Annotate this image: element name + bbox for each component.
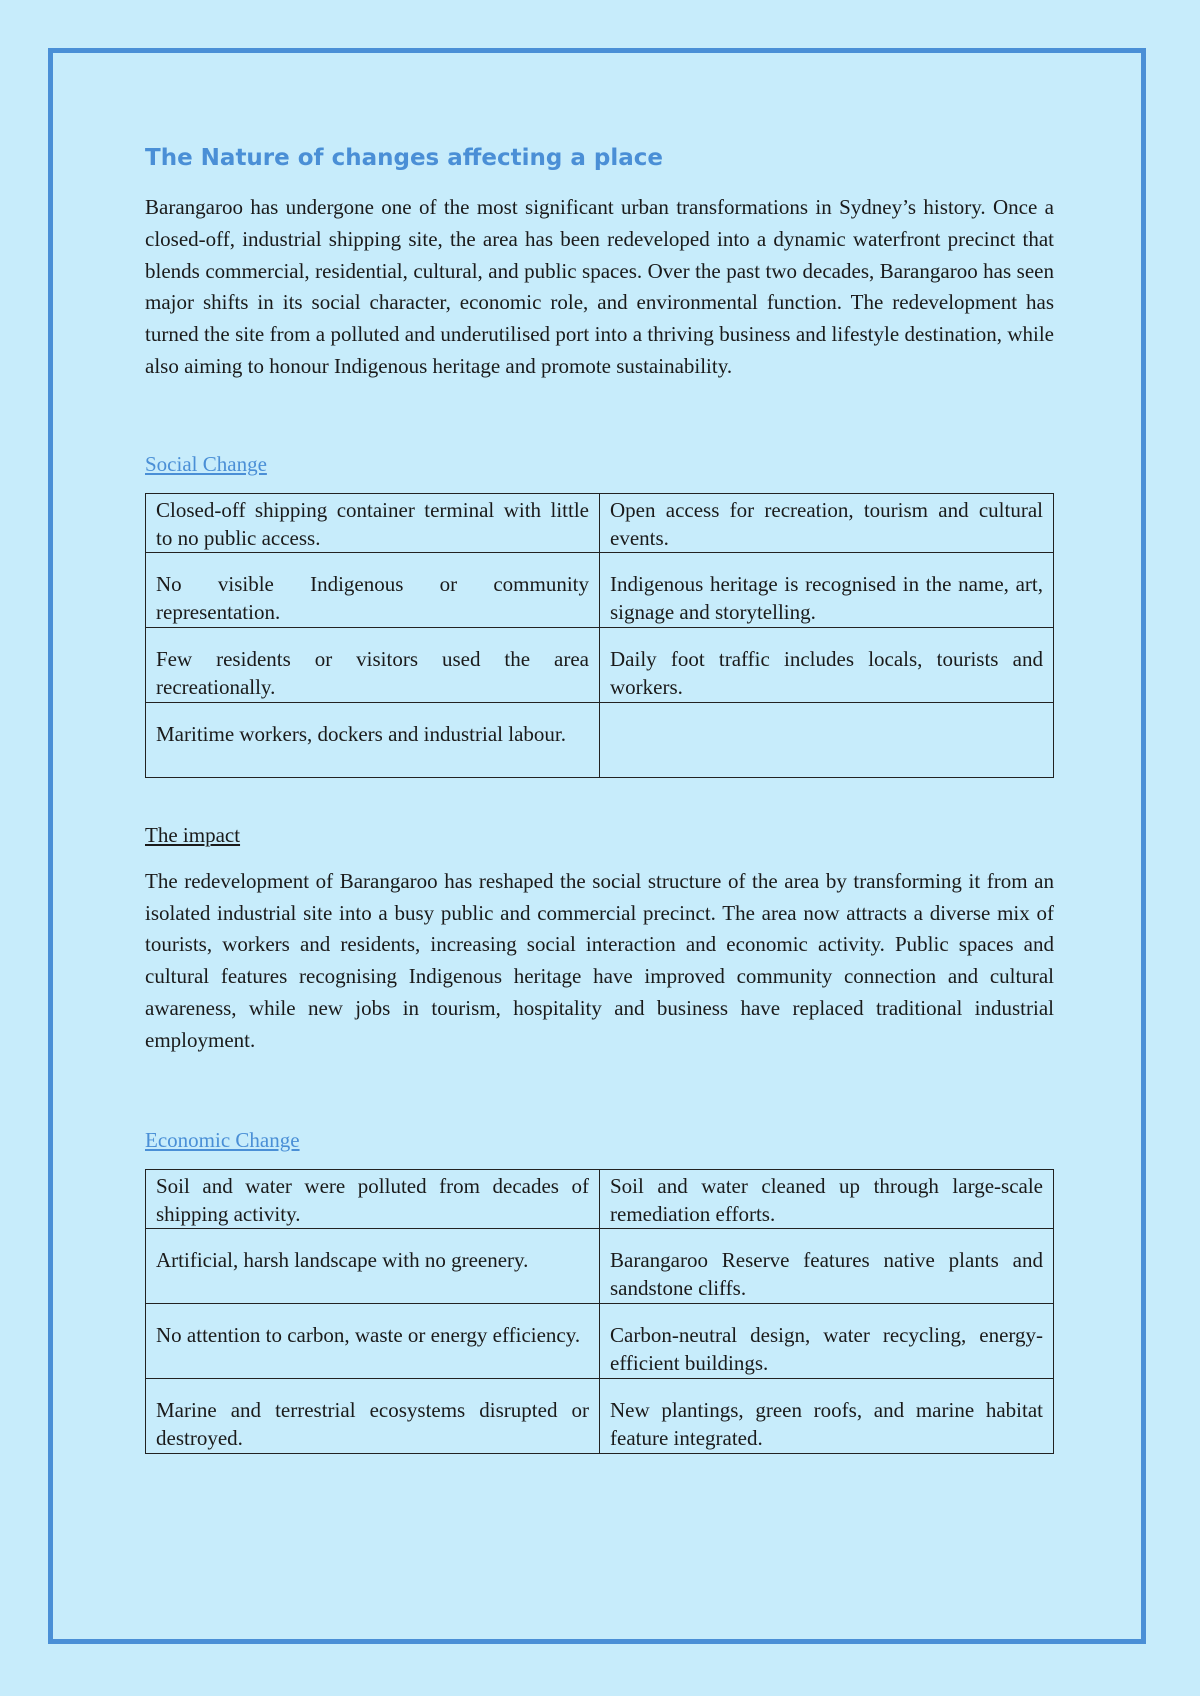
- table-cell-after: Barangaroo Reserve features native plants and sandstone cliffs.: [600, 1228, 1054, 1303]
- table-cell-after: New plantings, green roofs, and marine habitat feature integrated.: [600, 1378, 1054, 1453]
- impact-paragraph: The redevelopment of Barangaroo has reshaped the social structure of the area by transforming it from an isolated industrial site into a busy public and commercial precinct. The area now attracts a diverse mix of tourists, workers and residents, increasing social interaction and economic activity. Public spaces and cultural features recognising Indigenous heritage have improved community connection and cultural awareness, while new jobs in tourism, hospitality and business have replaced traditional industrial employment.: [145, 868, 1054, 1052]
- table-cell-before: Soil and water were polluted from decades of shipping activity.: [146, 1169, 600, 1228]
- table-row: [146, 627, 1054, 702]
- table-cell-after: Open access for recreation, tourism and cultural events.: [600, 493, 1054, 552]
- page-title: The Nature of changes affecting a place: [145, 145, 663, 171]
- table-cell-after: Carbon-neutral design, water recycling, energy-efficient buildings.: [600, 1303, 1054, 1378]
- table-row: [146, 552, 1054, 627]
- social-change-table: [145, 493, 1054, 778]
- table-cell-before: Few residents or visitors used the area recreationally.: [146, 627, 600, 702]
- table-cell-before: No visible Indigenous or community representation.: [146, 552, 600, 627]
- table-row: [146, 702, 1054, 777]
- table-cell-after: Soil and water cleaned up through large-scale remediation efforts.: [600, 1169, 1054, 1228]
- table-row: [146, 1228, 1054, 1303]
- economic-change-heading: Economic Change: [145, 1127, 300, 1152]
- table-cell-before: Marine and terrestrial ecosystems disrupted or destroyed.: [146, 1378, 600, 1453]
- table-row: [146, 1378, 1054, 1453]
- table-cell-before: Maritime workers, dockers and industrial labour.: [146, 702, 600, 777]
- table-cell-before: Artificial, harsh landscape with no greenery.: [146, 1228, 600, 1303]
- table-cell-before: Closed-off shipping container terminal with little to no public access.: [146, 493, 600, 552]
- table-cell-after: [600, 702, 1054, 777]
- table-row: [146, 1169, 1054, 1228]
- economic-change-table: [145, 1169, 1054, 1454]
- table-row: [146, 493, 1054, 552]
- table-cell-after: Indigenous heritage is recognised in the name, art, signage and storytelling.: [600, 552, 1054, 627]
- table-cell-before: No attention to carbon, waste or energy efficiency.: [146, 1303, 600, 1378]
- social-change-heading: Social Change: [145, 451, 267, 476]
- document-body: [145, 140, 1054, 1454]
- impact-heading: The impact: [145, 822, 241, 847]
- table-cell-after: Daily foot traffic includes locals, tourists and workers.: [600, 627, 1054, 702]
- table-row: [146, 1303, 1054, 1378]
- intro-paragraph: Barangaroo has undergone one of the most significant urban transformations in Sydney’s history. Once a closed-off, industrial shipping site, the area has been redeveloped into a dynamic waterfront precinct that blends commercial, residential, cultural, and public spaces. Over the past two decades, Barangaroo has seen major shifts in its social character, economic role, and environmental function. The redevelopment has turned the site from a polluted and underutilised port into a thriving business and lifestyle destination, while also aiming to honour Indigenous heritage and promote sustainability.: [145, 195, 1054, 378]
